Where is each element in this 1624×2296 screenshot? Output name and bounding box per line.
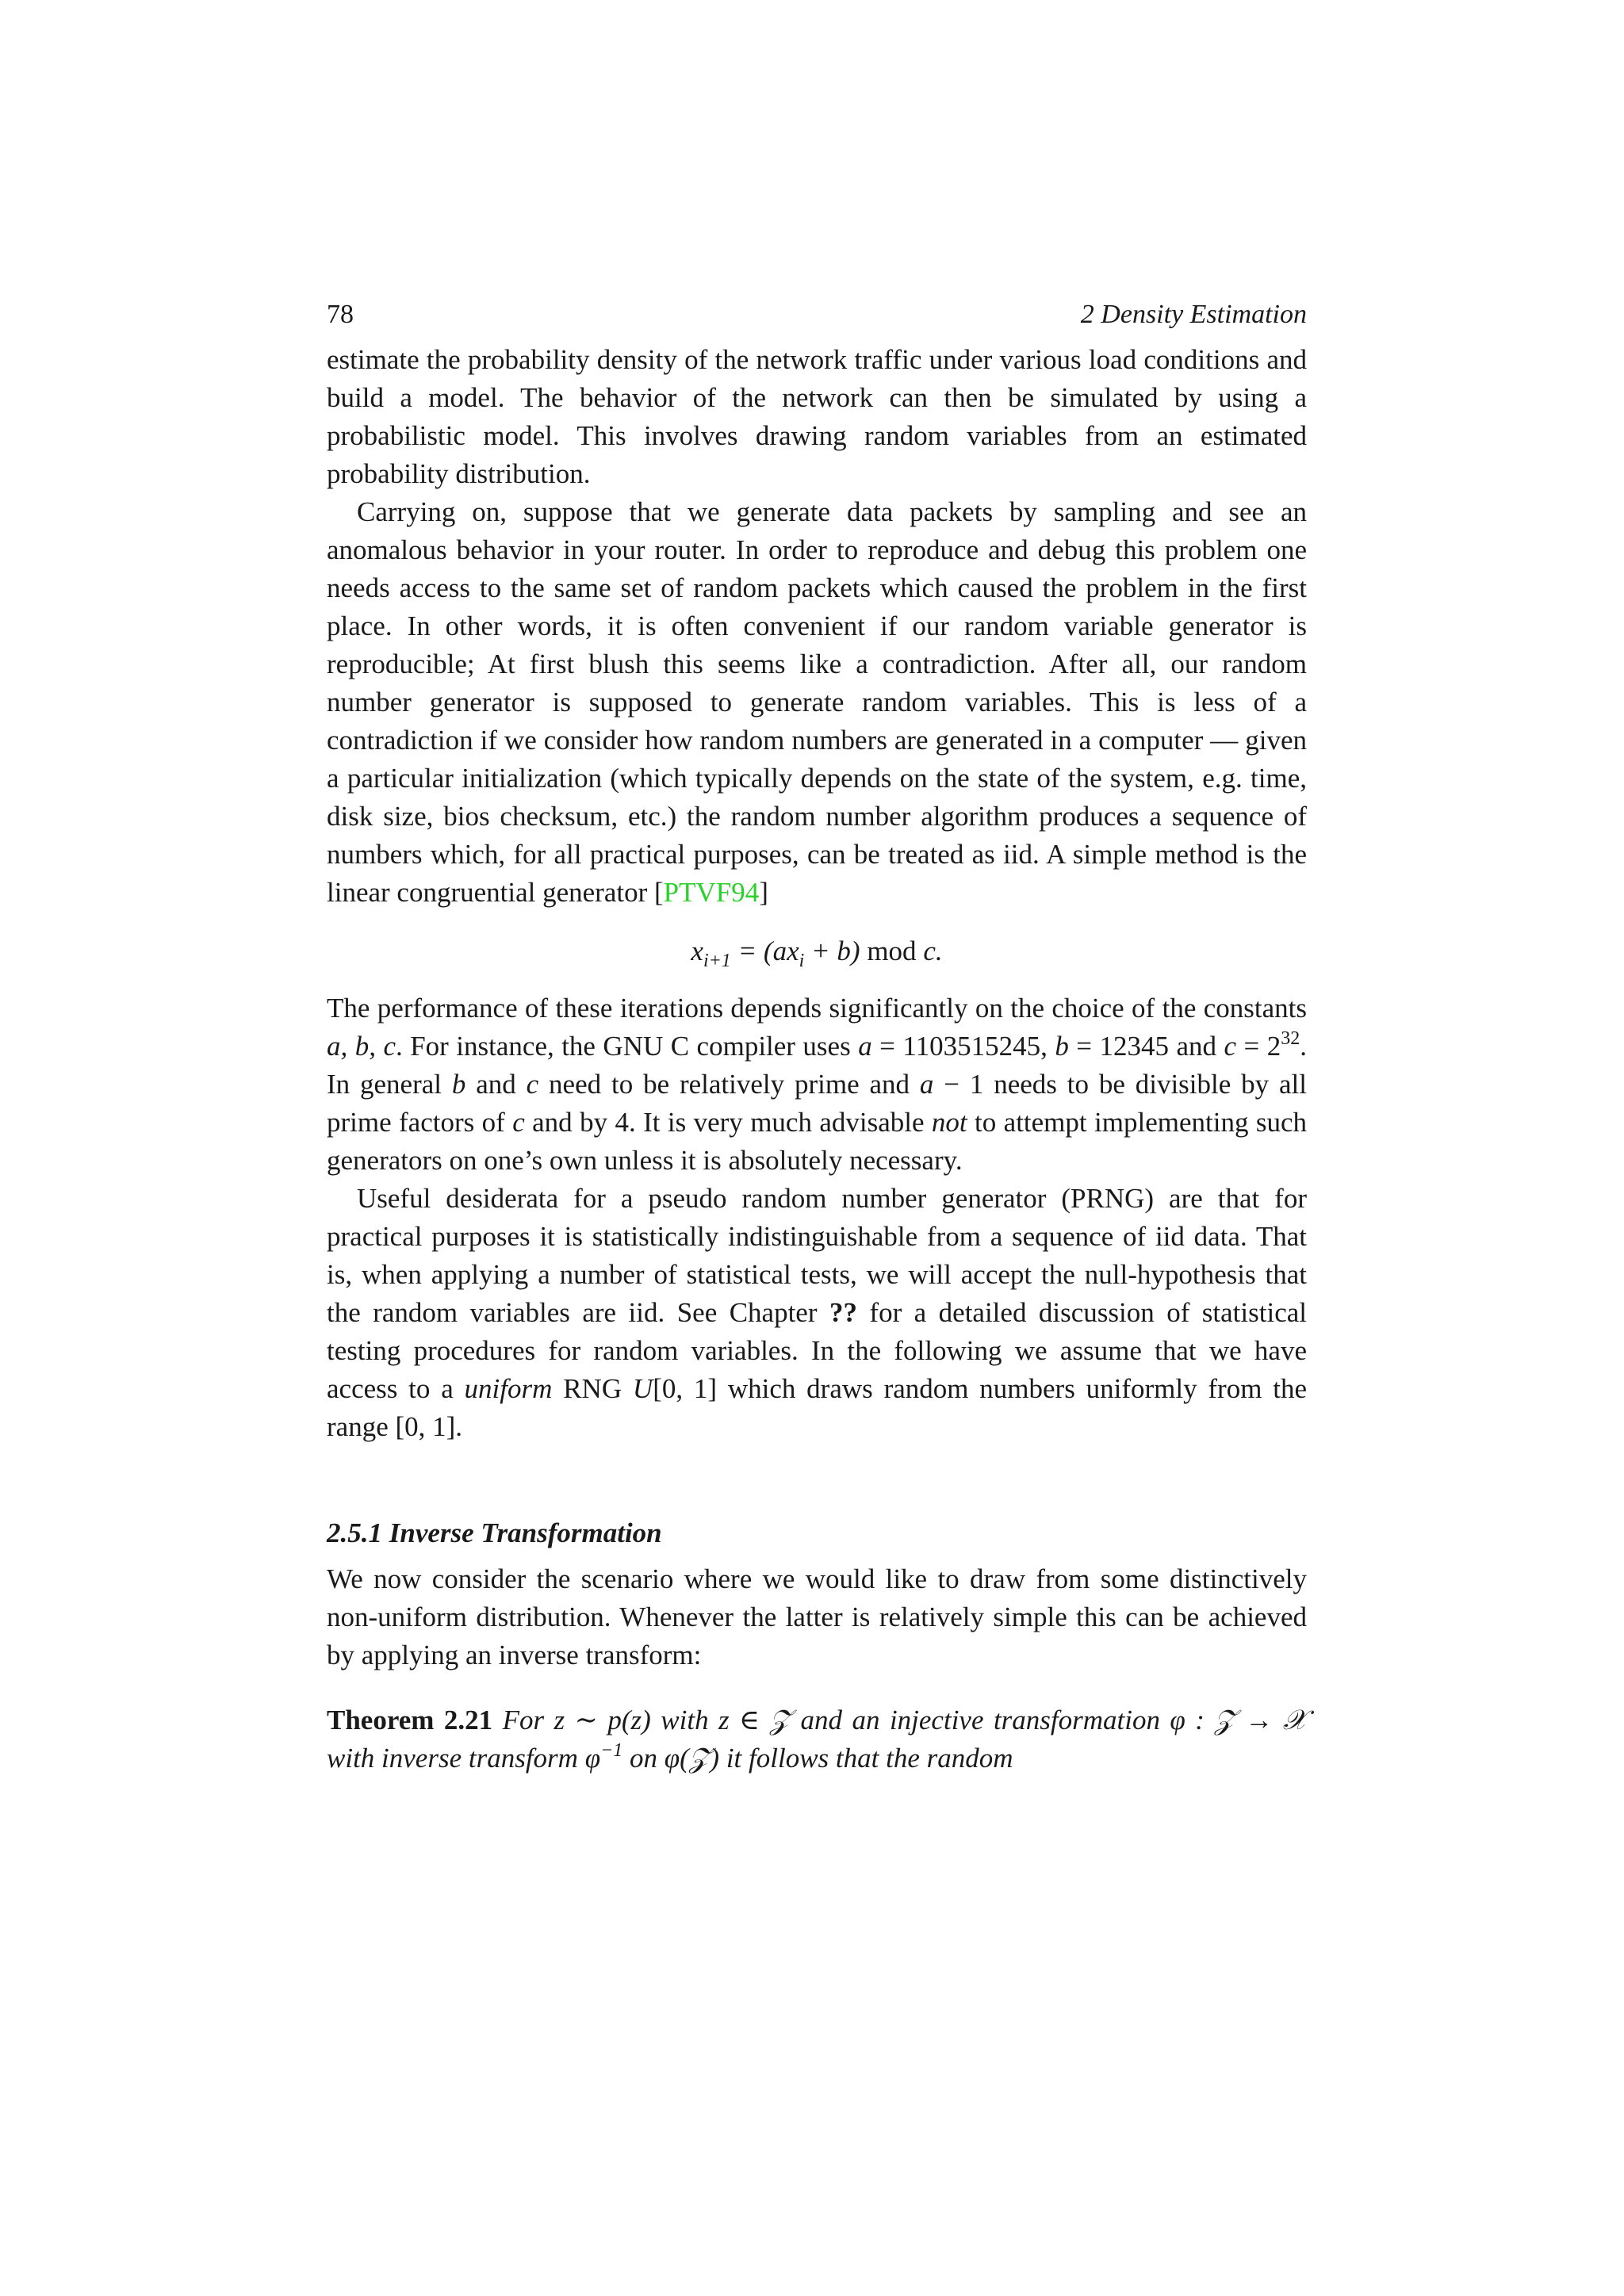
p4-text-4: [0, 1] which draws random numbers uniformly from the range [0, 1]. <box>327 1373 1307 1442</box>
p3-math-1: a, b, c <box>327 1031 396 1062</box>
p4-text-2: for a detailed discussion of statistical testing procedures for random variables. In the following we assume that we have access to a <box>327 1297 1307 1404</box>
p3-text-3: = 1103515245, <box>871 1031 1055 1062</box>
display-equation <box>327 932 1307 970</box>
p4-text-1: Useful desiderata for a pseudo random number generator (PRNG) are that for practical purposes it is statistically indistinguishable from a sequence of iid data. That is, when applying a number of statistical tests, we will accept the null-hypothesis that the random variables are iid. See Chapter <box>327 1183 1307 1328</box>
theorem-body-a: For z ∼ p(z) with z ∈ 𝒵 and an injective transformation φ : 𝒵 → 𝒳 with inverse transform φ <box>327 1705 1307 1774</box>
eq-lhs-subscript: i+1 <box>703 951 731 971</box>
p3-text-8: need to be relatively prime and <box>538 1069 920 1100</box>
citation-close: ] <box>759 877 768 908</box>
eq-rhs-b: + b) <box>804 936 868 966</box>
p3-text-1: The performance of these iterations depends significantly on the choice of the constants <box>327 993 1307 1024</box>
paragraph-1: estimate the probability density of the network traffic under various load conditions and build a model. The behavior of the network can then be simulated by using a probabilistic model. This involves drawing random variables from an estimated probability distribution. <box>327 344 1307 489</box>
theorem-body-b: on φ(𝒵) it follows that the random <box>622 1743 1013 1774</box>
paragraph-2 <box>327 493 1307 912</box>
p3-text-5: = 2 <box>1236 1031 1281 1062</box>
theorem-label: Theorem 2.21 <box>327 1705 493 1735</box>
p3-math-3: b <box>1055 1031 1069 1062</box>
p3-math-6: c <box>526 1069 539 1100</box>
p3-math-4: c <box>1224 1031 1237 1062</box>
p3-math-8: c <box>512 1107 525 1138</box>
p3-math-7: a <box>919 1069 934 1100</box>
section-heading: 2.5.1 Inverse Transformation <box>327 1517 662 1548</box>
p4-text-3: RNG <box>552 1373 633 1404</box>
page-header <box>327 300 1307 338</box>
running-head: 2 Density Estimation <box>1080 300 1307 329</box>
p3-math-2: a <box>858 1031 872 1062</box>
paragraph-3 <box>327 989 1307 1180</box>
page <box>327 300 1307 1777</box>
eq-rhs-c: c. <box>916 936 943 966</box>
p3-text-4: = 12345 and <box>1068 1031 1224 1062</box>
paragraph-2-text: Carrying on, suppose that we generate data packets by sampling and see an anomalous behavior in your router. In order to reproduce and debug this problem one needs access to the same set of random packets which caused the problem in the first place. In other words, it is often convenient if our random variable generator is reproducible; At first blush this seems like a contradiction. After all, our random number generator is supposed to generate random variables. This is less of a contradiction if we consider how random numbers are generated in a computer — given a particular initialization (which typically depends on the state of the system, e.g. time, disk size, bios checksum, etc.) the random number algorithm produces a sequence of numbers which, for all practical purposes, can be treated as iid. A simple method is the linear congruential generator [ <box>327 496 1307 908</box>
eq-lhs: x <box>691 936 703 966</box>
paragraph-4 <box>327 1180 1307 1446</box>
p3-text-9: − 1 needs to be divisible by all prime factors of <box>327 1069 1307 1138</box>
theorem-inverse-exponent: −1 <box>600 1740 623 1761</box>
p3-text-11: to attempt implementing such generators on one’s own unless it is absolutely necessary. <box>327 1107 1307 1176</box>
p4-emphasis: uniform <box>464 1373 553 1404</box>
eq-rhs-subscript: i <box>799 951 805 971</box>
theorem-2-21 <box>327 1701 1307 1777</box>
p3-text-6: . In general <box>327 1031 1307 1100</box>
p3-emphasis: not <box>931 1107 967 1138</box>
p3-text-10: and by 4. It is very much advisable <box>524 1107 932 1138</box>
paragraph-5: We now consider the scenario where we would like to draw from some distinctively non-uniform distribution. Whenever the latter is relatively simple this can be achieved by applying an inverse transform: <box>327 1563 1307 1670</box>
p4-math-1: U <box>632 1373 653 1404</box>
eq-rhs-a: = (ax <box>730 936 799 966</box>
page-number: 78 <box>327 300 354 329</box>
citation-link[interactable]: PTVF94 <box>663 877 760 908</box>
p3-text-2: . For instance, the GNU C compiler uses <box>395 1031 859 1062</box>
p3-text-7: and <box>465 1069 527 1100</box>
p3-math-5: b <box>451 1069 466 1100</box>
eq-mod-operator: mod <box>867 936 917 966</box>
chapter-reference[interactable]: ?? <box>829 1297 857 1328</box>
p3-exponent: 32 <box>1281 1028 1300 1049</box>
